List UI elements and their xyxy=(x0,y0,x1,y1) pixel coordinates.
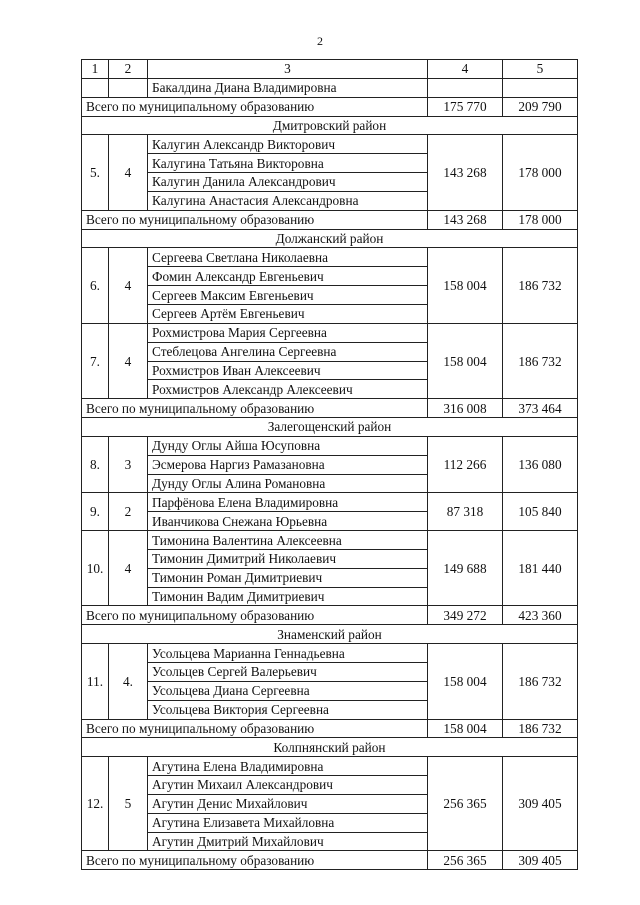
person-name: Тимонин Димитрий Николаевич xyxy=(148,549,428,568)
person-name: Калугин Александр Викторович xyxy=(148,135,428,154)
total-value: 143 268 xyxy=(428,210,503,229)
person-name: Тимонин Роман Димитриевич xyxy=(148,568,428,587)
index-cell: 9. xyxy=(82,493,109,531)
total-value: 209 790 xyxy=(503,97,578,116)
total-row xyxy=(82,210,578,229)
person-name: Дунду Оглы Алина Романовна xyxy=(148,474,428,493)
table-row xyxy=(82,757,578,776)
amount-cell: 136 080 xyxy=(503,436,578,493)
person-name: Агутин Денис Михайлович xyxy=(148,794,428,813)
person-name: Тимонина Валентина Алексеевна xyxy=(148,531,428,550)
district-row xyxy=(82,418,578,437)
total-label: Всего по муниципальному образованию xyxy=(82,851,428,870)
amount-cell: 178 000 xyxy=(503,135,578,210)
column-header: 3 xyxy=(148,60,428,79)
person-name: Сергеев Максим Евгеньевич xyxy=(148,286,428,305)
total-value: 178 000 xyxy=(503,210,578,229)
column-header: 4 xyxy=(428,60,503,79)
district-row xyxy=(82,625,578,644)
person-name: Эсмерова Наргиз Рамазановна xyxy=(148,455,428,474)
table-row xyxy=(82,531,578,550)
amount-cell: 105 840 xyxy=(503,493,578,531)
total-label: Всего по муниципальному образованию xyxy=(82,97,428,116)
table-row xyxy=(82,248,578,267)
person-name: Рохмистров Александр Алексеевич xyxy=(148,380,428,399)
district-name: Залегощенский район xyxy=(82,418,578,437)
index-cell xyxy=(109,78,148,97)
person-name: Усольцева Виктория Сергеевна xyxy=(148,700,428,719)
index-cell: 5. xyxy=(82,135,109,210)
index-cell: 4 xyxy=(109,323,148,398)
total-label: Всего по муниципальному образованию xyxy=(82,210,428,229)
total-value: 349 272 xyxy=(428,606,503,625)
person-name: Калугин Данила Александрович xyxy=(148,173,428,192)
amount-cell: 149 688 xyxy=(428,531,503,606)
district-row xyxy=(82,229,578,248)
index-cell: 6. xyxy=(82,248,109,323)
table-row xyxy=(82,78,578,97)
column-header: 1 xyxy=(82,60,109,79)
amount-cell: 87 318 xyxy=(428,493,503,531)
total-label: Всего по муниципальному образованию xyxy=(82,399,428,418)
district-row xyxy=(82,738,578,757)
index-cell: 7. xyxy=(82,323,109,398)
index-cell: 12. xyxy=(82,757,109,851)
person-name: Калугина Татьяна Викторовна xyxy=(148,154,428,173)
total-row xyxy=(82,399,578,418)
table-row xyxy=(82,493,578,512)
person-name: Усольцев Сергей Валерьевич xyxy=(148,663,428,682)
index-cell: 3 xyxy=(109,436,148,493)
index-cell: 4 xyxy=(109,248,148,323)
amount-cell: 112 266 xyxy=(428,436,503,493)
index-cell: 2 xyxy=(109,493,148,531)
person-name: Рохмистрова Мария Сергеевна xyxy=(148,323,428,342)
total-value: 186 732 xyxy=(503,719,578,738)
column-header: 5 xyxy=(503,60,578,79)
total-row xyxy=(82,719,578,738)
index-cell: 11. xyxy=(82,644,109,719)
amount-cell: 143 268 xyxy=(428,135,503,210)
index-cell xyxy=(82,78,109,97)
amount-cell xyxy=(428,78,503,97)
person-name: Иванчикова Снежана Юрьевна xyxy=(148,512,428,531)
total-value: 309 405 xyxy=(503,851,578,870)
table-row xyxy=(82,644,578,663)
person-name: Агутин Дмитрий Михайлович xyxy=(148,832,428,851)
total-value: 175 770 xyxy=(428,97,503,116)
district-name: Должанский район xyxy=(82,229,578,248)
total-row xyxy=(82,97,578,116)
table-row xyxy=(82,323,578,342)
person-name: Стеблецова Ангелина Сергеевна xyxy=(148,342,428,361)
column-header: 2 xyxy=(109,60,148,79)
person-name: Тимонин Вадим Димитриевич xyxy=(148,587,428,606)
district-name: Дмитровский район xyxy=(82,116,578,135)
total-label: Всего по муниципальному образованию xyxy=(82,719,428,738)
district-row xyxy=(82,116,578,135)
amount-cell: 186 732 xyxy=(503,323,578,398)
district-name: Знаменский район xyxy=(82,625,578,644)
amount-cell: 181 440 xyxy=(503,531,578,606)
allocation-table xyxy=(81,59,578,870)
table-row xyxy=(82,436,578,455)
person-name: Дунду Оглы Айша Юсуповна xyxy=(148,436,428,455)
amount-cell: 186 732 xyxy=(503,248,578,323)
person-name: Бакалдина Диана Владимировна xyxy=(148,78,428,97)
page-number: 2 xyxy=(317,34,323,48)
amount-cell xyxy=(503,78,578,97)
person-name: Агутина Елена Владимировна xyxy=(148,757,428,776)
person-name: Агутина Елизавета Михайловна xyxy=(148,813,428,832)
person-name: Агутин Михаил Александрович xyxy=(148,776,428,795)
index-cell: 4 xyxy=(109,135,148,210)
person-name: Сергеева Светлана Николаевна xyxy=(148,248,428,267)
person-name: Усольцева Марианна Геннадьевна xyxy=(148,644,428,663)
index-cell: 8. xyxy=(82,436,109,493)
index-cell: 10. xyxy=(82,531,109,606)
total-value: 316 008 xyxy=(428,399,503,418)
index-cell: 4 xyxy=(109,531,148,606)
total-value: 423 360 xyxy=(503,606,578,625)
person-name: Фомин Александр Евгеньевич xyxy=(148,267,428,286)
index-cell: 4. xyxy=(109,644,148,719)
person-name: Парфёнова Елена Владимировна xyxy=(148,493,428,512)
person-name: Сергеев Артём Евгеньевич xyxy=(148,304,428,323)
amount-cell: 186 732 xyxy=(503,644,578,719)
amount-cell: 309 405 xyxy=(503,757,578,851)
table-header-row xyxy=(82,60,578,79)
total-label: Всего по муниципальному образованию xyxy=(82,606,428,625)
person-name: Калугина Анастасия Александровна xyxy=(148,191,428,210)
amount-cell: 256 365 xyxy=(428,757,503,851)
amount-cell: 158 004 xyxy=(428,323,503,398)
amount-cell: 158 004 xyxy=(428,644,503,719)
amount-cell: 158 004 xyxy=(428,248,503,323)
total-value: 256 365 xyxy=(428,851,503,870)
table-row xyxy=(82,135,578,154)
index-cell: 5 xyxy=(109,757,148,851)
total-value: 158 004 xyxy=(428,719,503,738)
district-name: Колпнянский район xyxy=(82,738,578,757)
total-row xyxy=(82,851,578,870)
total-value: 373 464 xyxy=(503,399,578,418)
person-name: Усольцева Диана Сергеевна xyxy=(148,681,428,700)
total-row xyxy=(82,606,578,625)
person-name: Рохмистров Иван Алексеевич xyxy=(148,361,428,380)
